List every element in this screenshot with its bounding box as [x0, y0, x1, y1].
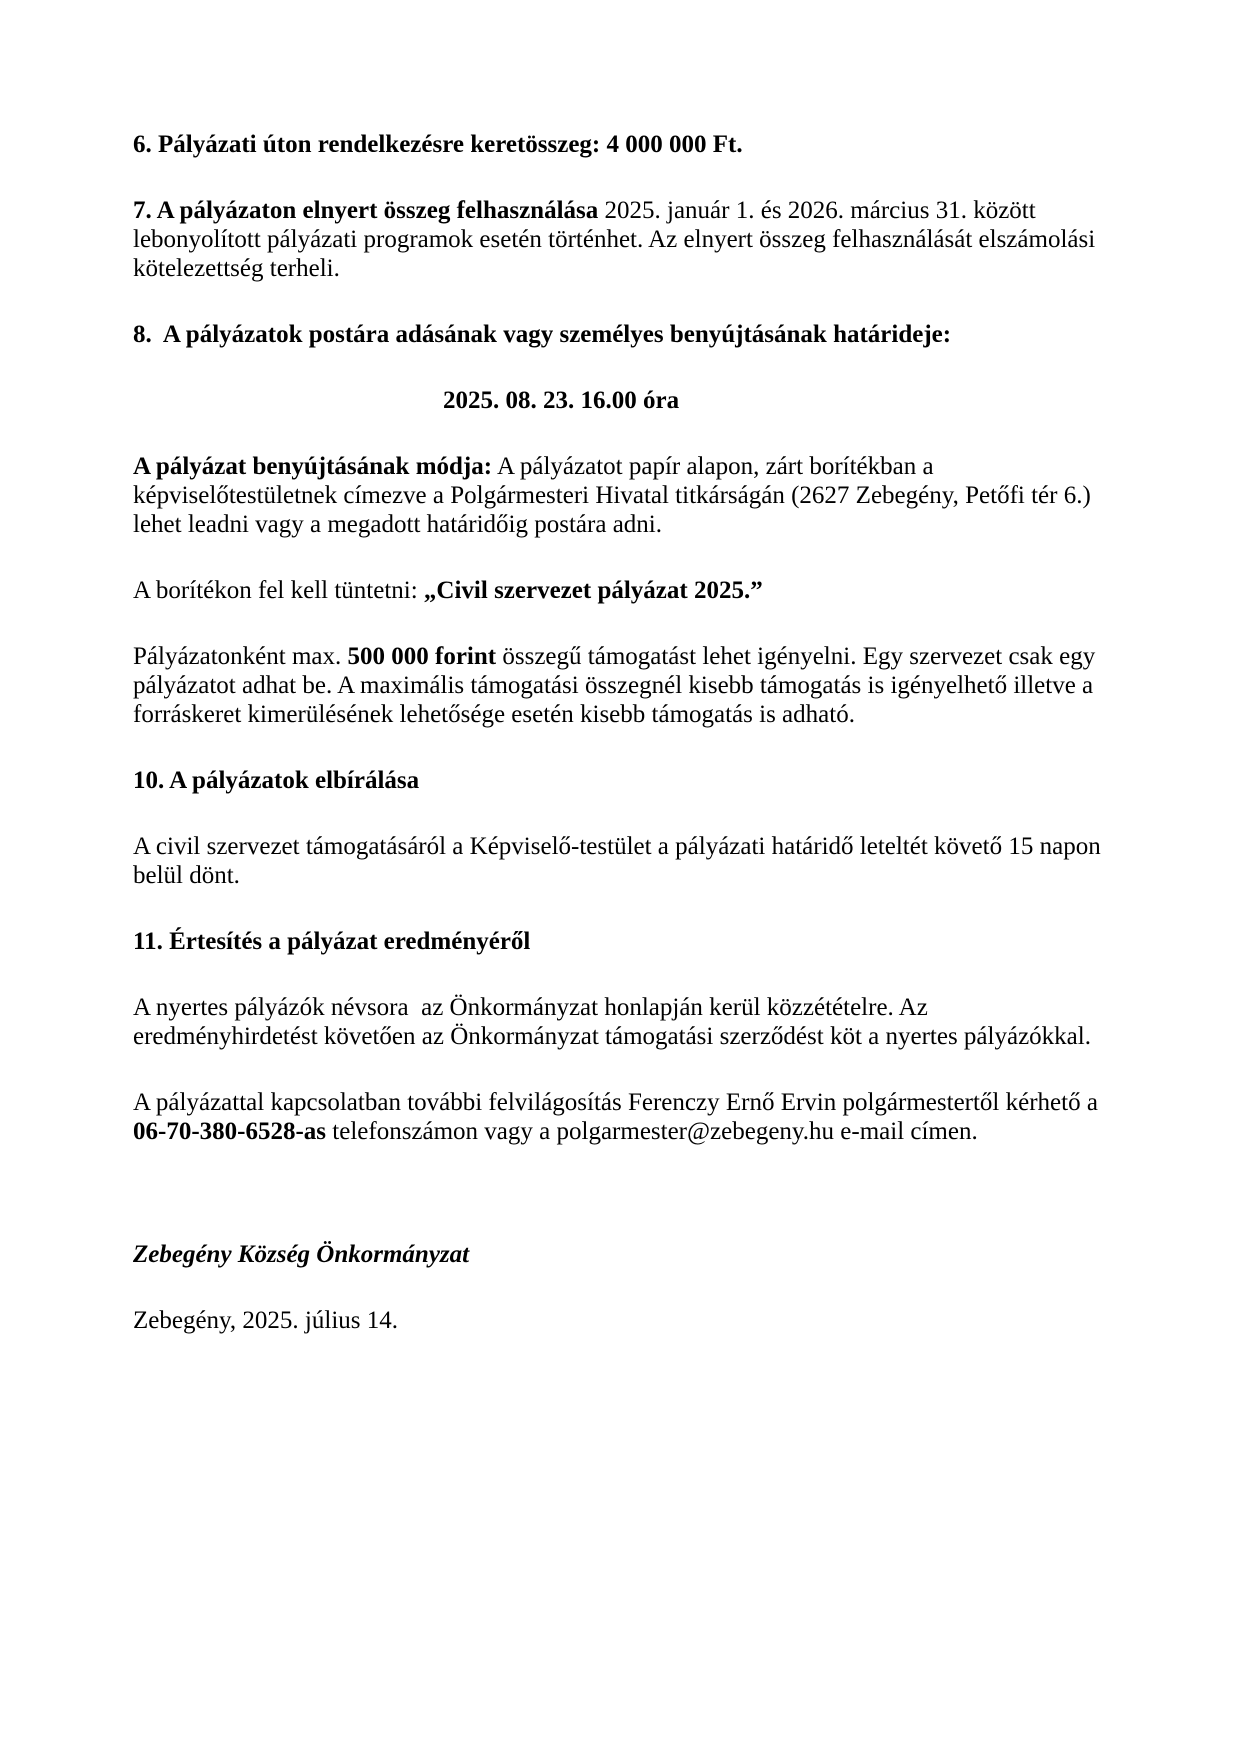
heading-text: 11. Értesítés a pályázat eredményéről — [133, 928, 531, 955]
section-6-heading — [133, 130, 1107, 159]
place-date-line — [133, 1306, 1107, 1335]
max-amount-value: 500 000 forint — [347, 643, 497, 670]
section-10-heading — [133, 766, 1107, 795]
deadline-value: 2025. 08. 23. 16.00 óra — [443, 387, 680, 414]
section-7-body: 2025. január 1. és 2026. március 31. között lebonyolított pályázati programok esetén történhet. Az elnyert összeg felhasználását elszámolási kötelezettség terheli. — [133, 197, 1102, 282]
deadline-date — [133, 386, 1107, 415]
submission-method-label: A pályázat benyújtásának módja: — [133, 453, 493, 480]
contact-paragraph — [133, 1088, 1107, 1146]
section-7-paragraph — [133, 196, 1107, 283]
contact-lead: A pályázattal kapcsolatban további felvilágosítás Ferenczy Ernő Ervin polgármestertől kérhető a — [133, 1089, 1105, 1116]
heading-text: 10. A pályázatok elbírálása — [133, 767, 420, 794]
section-8-heading — [133, 320, 1107, 349]
phone-number: 06-70-380-6528-as — [133, 1118, 327, 1145]
envelope-instruction: A borítékon fel kell tüntetni: — [133, 577, 424, 604]
contact-tail: telefonszámon vagy a polgarmester@zebegeny.hu e-mail címen. — [326, 1118, 978, 1145]
max-amount-paragraph — [133, 642, 1107, 729]
heading-text: 6. Pályázati úton rendelkezésre keretösszeg: 4 000 000 Ft. — [133, 131, 743, 158]
section-7-label: 7. A pályázaton elnyert összeg felhasználása — [133, 197, 599, 224]
section-11-paragraph — [133, 993, 1107, 1051]
section-11-body: A nyertes pályázók névsora az Önkormányzat honlapján kerül közzétételre. Az eredményhirdetést követően az Önkormányzat támogatási szerződést köt a nyertes pályázókkal. — [133, 994, 1091, 1050]
heading-text: 8. A pályázatok postára adásának vagy személyes benyújtásának határideje: — [133, 321, 952, 348]
place-date-text: Zebegény, 2025. július 14. — [133, 1307, 399, 1334]
signature-line — [133, 1240, 1107, 1269]
envelope-label-paragraph — [133, 576, 1107, 605]
section-10-paragraph — [133, 832, 1107, 890]
max-amount-body: összegű támogatást lehet igényelni. Egy szervezet csak egy pályázatot adhat be. A maximális támogatási összegnél kisebb támogatás is igényelhető illetve a forráskeret kimerülésének lehetősége esetén kisebb támogatás is adható. — [133, 643, 1102, 728]
max-amount-lead: Pályázatonként max. — [133, 643, 348, 670]
section-10-body: A civil szervezet támogatásáról a Képviselő-testület a pályázati határidő leteltét követő 15 napon belül dönt. — [133, 833, 1107, 889]
envelope-label-value: „Civil szervezet pályázat 2025.” — [423, 577, 763, 604]
submission-method-body: A pályázatot papír alapon, zárt borítékban a képviselőtestületnek címezve a Polgármesteri Hivatal titkárságán (2627 Zebegény, Petőfi tér 6.) lehet leadni vagy a megadott határidőig postára adni. — [133, 453, 1098, 538]
submission-method-paragraph — [133, 452, 1107, 539]
signature-text: Zebegény Község Önkormányzat — [133, 1241, 470, 1268]
section-11-heading — [133, 927, 1107, 956]
